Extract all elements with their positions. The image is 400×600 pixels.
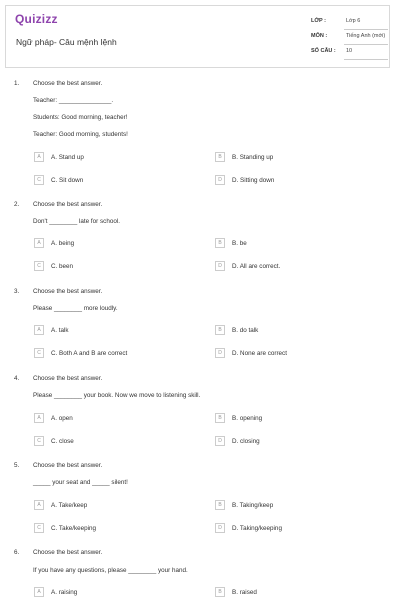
question-number: 6. [14,549,20,556]
option-letter-box[interactable]: B [215,325,225,335]
option-letter-box[interactable]: A [34,152,44,162]
option-text: B. raised [232,588,257,596]
option-letter-box[interactable]: A [34,413,44,423]
option-letter-box[interactable]: A [34,238,44,248]
question-number: 5. [14,462,20,469]
option-text: B. do talk [232,326,259,334]
meta-label: SỐ CÂU : [311,48,336,54]
option-text: B. be [232,239,247,247]
meta-underline [344,44,388,45]
option-letter-box[interactable]: B [215,152,225,162]
option-letter-box[interactable]: D [215,261,225,271]
option-text: C. Sit down [51,176,84,184]
option-letter-box[interactable]: D [215,348,225,358]
option-text: D. All are correct. [232,262,281,270]
meta-underline [344,59,388,60]
question-prompt: Choose the best answer. [33,288,103,295]
question-prompt: Choose the best answer. [33,549,103,556]
meta-row-class [306,17,391,32]
option-text: A. being [51,239,75,247]
option-text: A. open [51,414,73,422]
option-text: A. talk [51,326,69,334]
option-letter-box[interactable]: D [215,175,225,185]
option-letter-box[interactable]: B [215,238,225,248]
question-number: 3. [14,288,20,295]
option-text: B. opening [232,414,263,422]
option-text: A. Take/keep [51,501,88,509]
option-text: C. Take/keeping [51,524,97,532]
question-line: Teacher: _______________. [33,97,114,104]
worksheet-meta [306,17,391,62]
option-letter-box[interactable]: D [215,436,225,446]
meta-row-subject [306,32,391,47]
option-text: A. raising [51,588,78,596]
option-letter-box[interactable]: A [34,587,44,597]
question-prompt: Choose the best answer. [33,80,103,87]
worksheet-title: Ngữ pháp- Câu mệnh lệnh [16,37,117,47]
option-text: C. close [51,437,74,445]
option-letter-box[interactable]: C [34,436,44,446]
option-letter-box[interactable]: B [215,587,225,597]
meta-underline [344,29,388,30]
option-letter-box[interactable]: C [34,261,44,271]
option-text: D. Taking/keeping [232,524,282,532]
meta-value: Lớp 6 [346,18,361,24]
worksheet-header [5,5,390,68]
question-number: 4. [14,375,20,382]
option-text: D. closing [232,437,260,445]
question-number: 1. [14,80,20,87]
meta-label: LỚP : [311,18,326,24]
question-line: Teacher: Good morning, students! [33,131,128,138]
option-letter-box[interactable]: B [215,413,225,423]
meta-value: Tiếng Anh (mới) [346,33,386,39]
option-letter-box[interactable]: D [215,523,225,533]
option-text: B. Taking/keep [232,501,274,509]
option-text: D. None are correct [232,349,287,357]
question-prompt: Choose the best answer. [33,375,103,382]
meta-row-question-count [306,47,391,62]
option-letter-box[interactable]: C [34,523,44,533]
question-line: Please ________ more loudly. [33,305,118,312]
meta-value: 10 [346,48,353,54]
option-text: C. Both A and B are correct [51,349,128,357]
option-text: B. Standing up [232,153,274,161]
option-letter-box[interactable]: A [34,500,44,510]
option-text: D. Sitting down [232,176,275,184]
question-line: Students: Good morning, teacher! [33,114,128,121]
option-letter-box[interactable]: C [34,348,44,358]
question-line: _____ your seat and _____ silent! [33,479,128,486]
option-text: C. been [51,262,74,270]
option-letter-box[interactable]: A [34,325,44,335]
option-letter-box[interactable]: B [215,500,225,510]
question-line: Please ________ your book. Now we move to listening skill. [33,392,201,399]
option-letter-box[interactable]: C [34,175,44,185]
question-prompt: Choose the best answer. [33,201,103,208]
question-line: Don't ________ late for school. [33,218,120,225]
meta-label: MÔN : [311,33,328,39]
question-number: 2. [14,201,20,208]
quizizz-logo: Quizizz [15,12,58,26]
question-line: If you have any questions, please ________ your hand. [33,567,188,574]
question-prompt: Choose the best answer. [33,462,103,469]
option-text: A. Stand up [51,153,84,161]
